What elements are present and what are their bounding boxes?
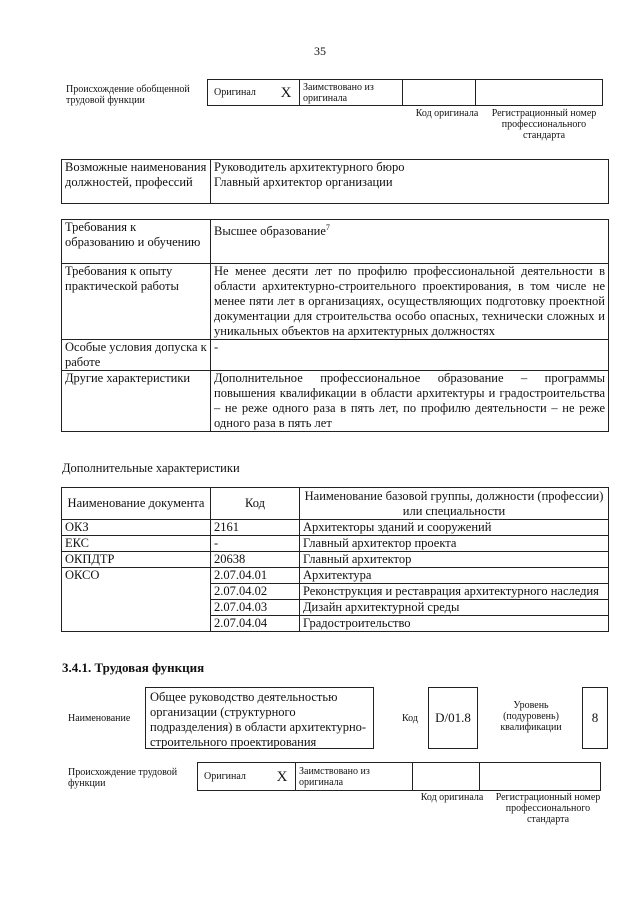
additional-header-name: Наименование базовой группы, должности (профессии) или специальности bbox=[300, 488, 609, 520]
table-row-name: Реконструкция и реставрация архитектурного наследия bbox=[300, 584, 609, 600]
origin-label: Происхождение обобщенной трудовой функции bbox=[66, 84, 190, 106]
table-row-name: Градостроительство bbox=[300, 616, 609, 632]
position-line: Главный архитектор организации bbox=[214, 175, 393, 189]
table-row-name: Архитекторы зданий и сооружений bbox=[300, 520, 609, 536]
origin-reg-caption: Регистрационный номер профессионального стандарта bbox=[491, 108, 597, 141]
origin2-table bbox=[197, 762, 601, 791]
origin2-reg-cell bbox=[480, 763, 601, 791]
table-row-code: 2.07.04.03 bbox=[211, 600, 300, 616]
requirements-table bbox=[61, 219, 609, 432]
table-row-code: 2.07.04.02 bbox=[211, 584, 300, 600]
origin2-original: Оригинал bbox=[198, 763, 270, 791]
table-row-code: 2161 bbox=[211, 520, 300, 536]
req-value-education bbox=[211, 220, 609, 264]
req-value-experience: Не менее десяти лет по профилю профессиональной деятельности в области архитектурно-строительного проектирования, в том числе не менее пяти лет в организациях, осуществляющих подготовку проектной документации для строительства особо опасных, технически сложных и уникальных объектов на архитектурных должностях bbox=[211, 264, 609, 340]
origin2-label: Происхождение трудовой функции bbox=[68, 767, 178, 789]
origin2-borrowed: Заимствовано из оригинала bbox=[296, 763, 413, 791]
req-value-text: Высшее образование bbox=[214, 224, 326, 239]
table-row-name: Главный архитектор bbox=[300, 552, 609, 568]
function-code-label: Код bbox=[402, 713, 418, 724]
positions-label: Возможные наименования должностей, профессий bbox=[62, 160, 211, 204]
req-label-education: Требования к образованию и обучению bbox=[62, 220, 211, 264]
origin2-mark: X bbox=[269, 763, 296, 791]
req-label-conditions: Особые условия допуска к работе bbox=[62, 340, 211, 371]
positions-values bbox=[211, 160, 609, 204]
table-row-code: 2.07.04.04 bbox=[211, 616, 300, 632]
additional-header-code: Код bbox=[211, 488, 300, 520]
req-value-conditions: - bbox=[211, 340, 609, 371]
origin-table bbox=[207, 79, 603, 106]
origin-code-cell bbox=[403, 80, 476, 106]
req-label-other: Другие характеристики bbox=[62, 371, 211, 432]
req-value-other: Дополнительное профессиональное образование – программы повышения квалификации в области архитектуры и градостроительства – не реже одного раза в пять лет, по профилю деятельности – не реже одного раза в пять лет bbox=[211, 371, 609, 432]
origin-code-caption: Код оригинала bbox=[415, 108, 479, 119]
additional-title: Дополнительные характеристики bbox=[62, 461, 240, 475]
function-level-label: Уровень (подуровень) квалификации bbox=[500, 700, 562, 733]
origin-borrowed: Заимствовано из оригинала bbox=[300, 80, 403, 106]
table-row-doc: ОКПДТР bbox=[62, 552, 211, 568]
table-row-doc: ОКЗ bbox=[62, 520, 211, 536]
table-row-doc: ЕКС bbox=[62, 536, 211, 552]
function-name-label: Наименование bbox=[68, 713, 131, 724]
section-heading: 3.4.1. Трудовая функция bbox=[62, 660, 205, 675]
origin2-code-caption: Код оригинала bbox=[420, 792, 484, 803]
footnote-marker: 7 bbox=[325, 223, 330, 232]
function-name-box: Общее руководство деятельностью организации (структурного подразделения) в области архитектурно-строительного проектирования bbox=[145, 687, 374, 749]
positions-table bbox=[61, 159, 609, 204]
page-number: 35 bbox=[314, 44, 326, 58]
origin2-code-cell bbox=[413, 763, 480, 791]
origin2-reg-caption: Регистрационный номер профессионального стандарта bbox=[495, 792, 601, 825]
additional-header-doc: Наименование документа bbox=[62, 488, 211, 520]
additional-table bbox=[61, 487, 609, 632]
origin-original: Оригинал bbox=[208, 80, 274, 106]
table-row-name: Архитектура bbox=[300, 568, 609, 584]
function-code-box: D/01.8 bbox=[428, 687, 478, 749]
origin-mark: X bbox=[273, 80, 300, 106]
origin-reg-cell bbox=[476, 80, 603, 106]
table-row-code: 2.07.04.01 bbox=[211, 568, 300, 584]
table-row-code: 20638 bbox=[211, 552, 300, 568]
table-row-doc: ОКСО bbox=[62, 568, 211, 632]
req-label-experience: Требования к опыту практической работы bbox=[62, 264, 211, 340]
table-row-name: Главный архитектор проекта bbox=[300, 536, 609, 552]
table-row-name: Дизайн архитектурной среды bbox=[300, 600, 609, 616]
table-row-code: - bbox=[211, 536, 300, 552]
function-level-box: 8 bbox=[582, 687, 608, 749]
position-line: Руководитель архитектурного бюро bbox=[214, 160, 405, 174]
